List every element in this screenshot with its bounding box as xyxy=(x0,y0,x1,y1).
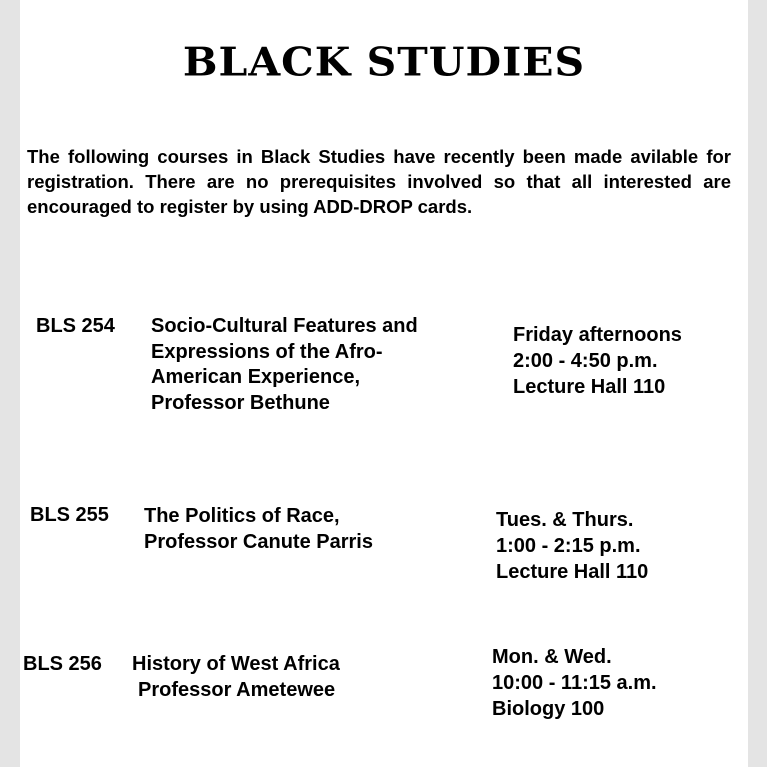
page-title: BLACK STUDIES xyxy=(182,39,586,85)
intro-paragraph: The following courses in Black Studies have recently been made avilable for registration. There are no prerequisites involved so that all interested are encouraged to register by using ADD-DROP cards. xyxy=(27,146,731,217)
course-description: History of West Africa Professor Ametewee xyxy=(132,653,340,701)
course-code: BLS 256 xyxy=(23,653,102,675)
course-description: The Politics of Race, Professor Canute Parris xyxy=(144,505,373,553)
course-code: BLS 254 xyxy=(36,315,115,337)
course-schedule: Mon. & Wed. 10:00 - 11:15 a.m. Biology 100 xyxy=(492,646,657,720)
course-code: BLS 255 xyxy=(30,504,109,526)
course-schedule: Friday afternoons 2:00 - 4:50 p.m. Lecture Hall 110 xyxy=(513,324,682,398)
document-page xyxy=(20,0,748,767)
course-description: Socio-Cultural Features and Expressions of the Afro- American Experience, Professor Bethune xyxy=(151,315,418,414)
course-schedule: Tues. & Thurs. 1:00 - 2:15 p.m. Lecture Hall 110 xyxy=(496,509,649,583)
